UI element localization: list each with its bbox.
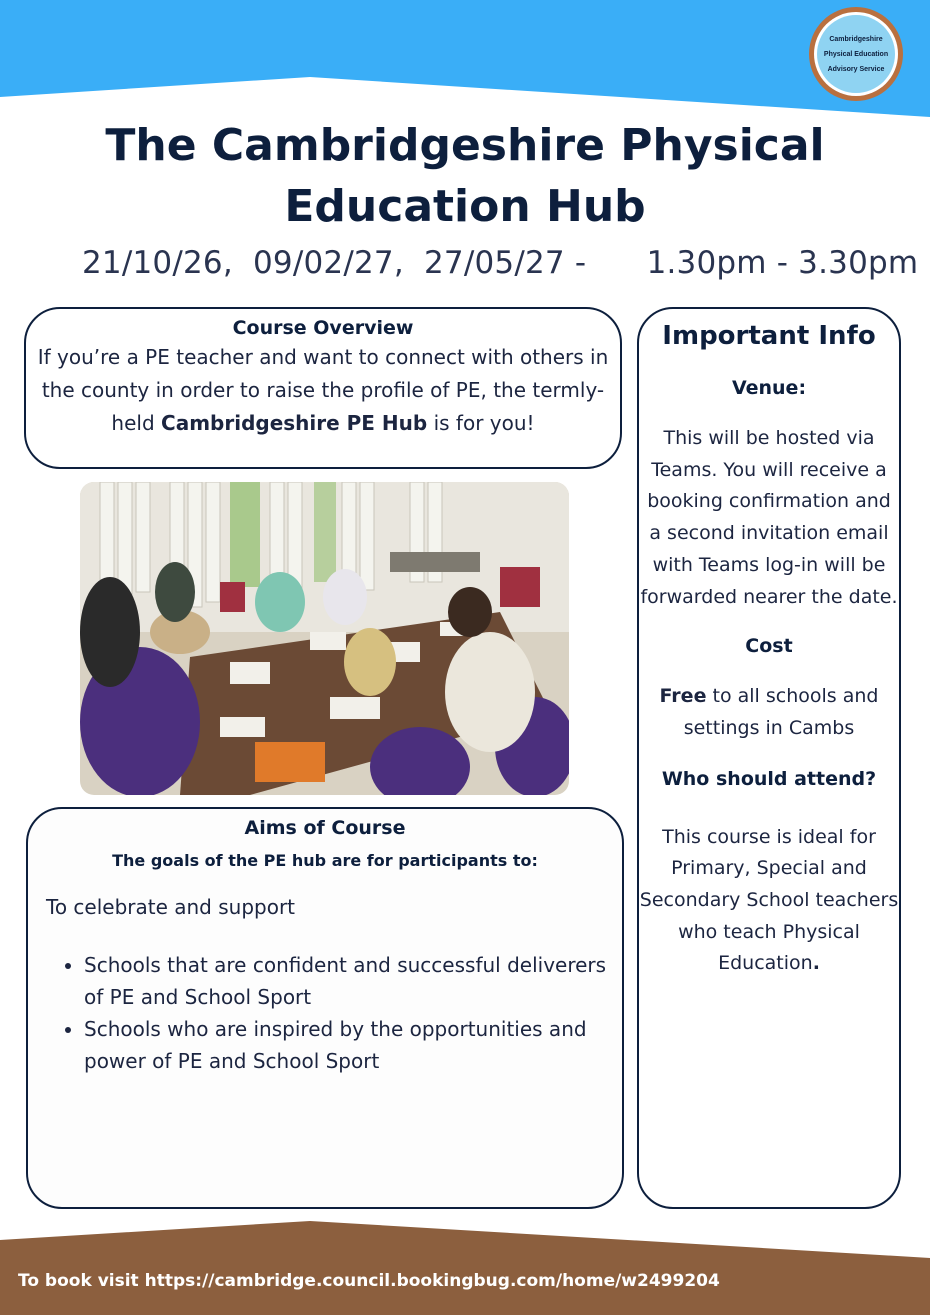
booking-link[interactable]: To book visit https://cambridge.council.bookingbug.com/home/w2499204	[18, 1271, 720, 1291]
aims-panel	[26, 807, 624, 1209]
overview-text-start: If you’re a PE teacher and want to connect with others in the county in order to raise the profile of PE, the termly-held	[37, 345, 609, 435]
advisory-service-logo	[809, 7, 903, 101]
logo-text-line1: Cambridgeshire	[829, 35, 883, 43]
classroom-photo	[80, 482, 569, 795]
course-overview-text	[26, 341, 620, 440]
cost-heading: Cost	[745, 635, 793, 658]
who-end-period: .	[812, 952, 820, 975]
important-info-panel	[637, 307, 901, 1209]
aims-bullet-1: • Schools that are confident and successful deliverers of PE and School Sport	[84, 949, 622, 1013]
aims-bullet-2: • Schools who are inspired by the opportunities and power of PE and School Sport	[84, 1013, 622, 1077]
venue-heading: Venue:	[731, 377, 807, 399]
page-title: The Cambridgeshire Physical Education Hub	[105, 120, 825, 232]
aims-lead: To celebrate and support	[46, 895, 296, 919]
who-should-attend-heading: Who should attend?	[661, 767, 877, 790]
who-detail: This course is ideal for Primary, Special and Secondary School teachers who teach Physical Education	[639, 825, 899, 975]
cost-text	[639, 681, 899, 744]
overview-hub-name: Cambridgeshire PE Hub	[161, 411, 428, 435]
logo-text-line2: Physical Education	[823, 50, 889, 58]
aims-list	[28, 949, 622, 1077]
cost-free: Free	[659, 685, 707, 708]
who-should-attend-text	[639, 822, 899, 981]
aims-goals: The goals of the PE hub are for participants to:	[112, 851, 538, 870]
venue-text: This will be hosted via Teams. You will receive a booking confirmation and a second invitation email with Teams log-in will be forwarded nearer the date.	[640, 427, 898, 608]
important-info-heading: Important Info	[662, 321, 876, 351]
session-dates: 21/10/26, 09/02/27, 27/05/27 - 1.30pm - 3.30pm	[82, 245, 919, 281]
cost-detail: to all schools and settings in Cambs	[683, 685, 879, 739]
course-overview-heading: Course Overview	[232, 317, 414, 339]
logo-text-line3: Advisory Service	[827, 65, 885, 73]
aims-heading: Aims of Course	[244, 817, 406, 839]
overview-text-end: is for you!	[427, 411, 535, 435]
header-banner	[0, 0, 930, 130]
course-overview-panel	[24, 307, 622, 469]
footer-banner	[0, 1218, 930, 1315]
